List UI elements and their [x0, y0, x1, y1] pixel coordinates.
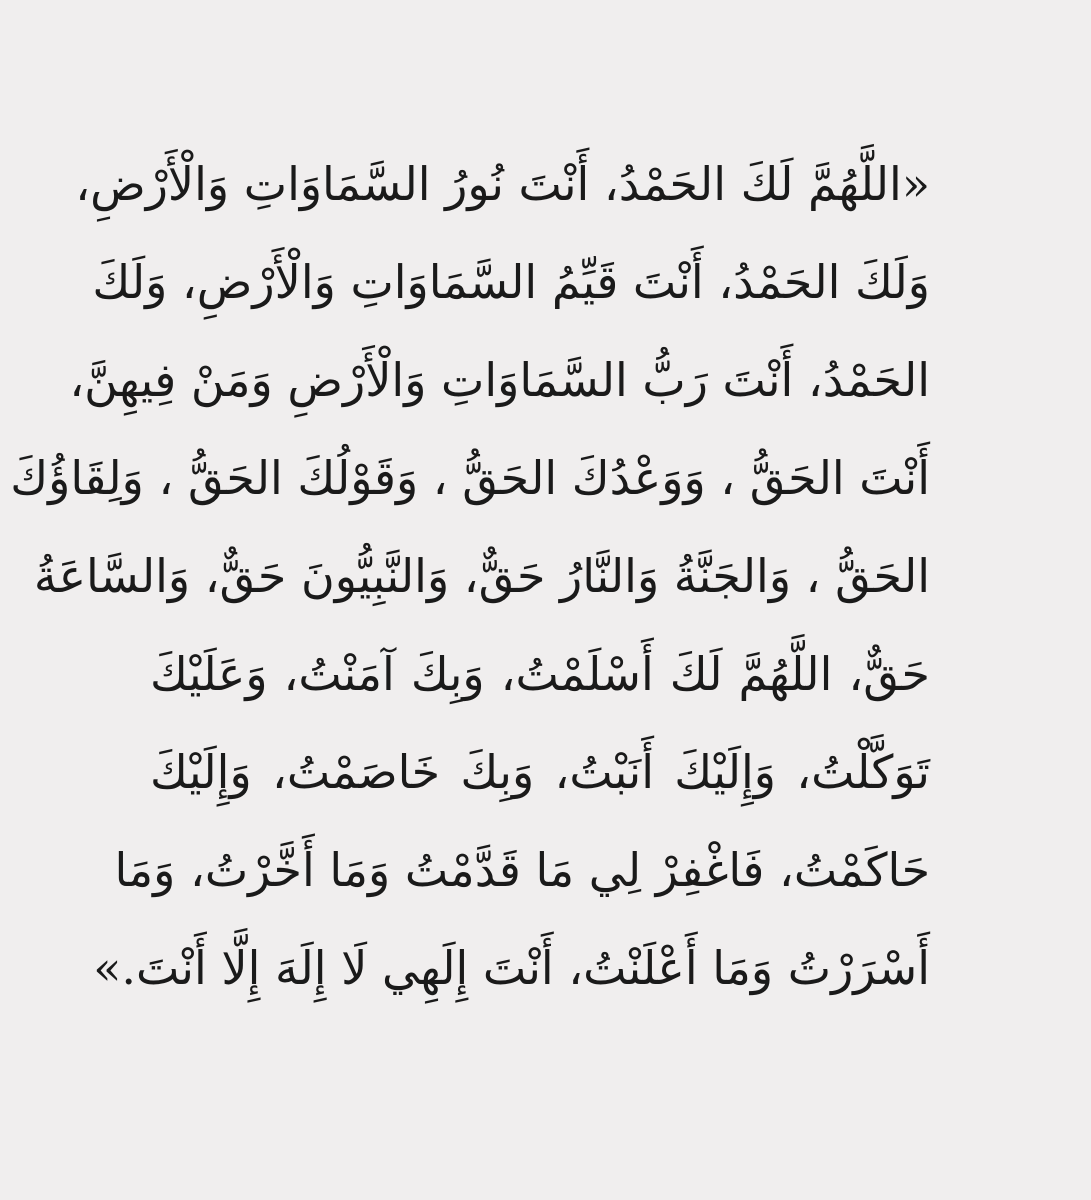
dua-text-block — [10, 135, 930, 1017]
dua-line: الحَقُّ ، وَالجَنَّةُ وَالنَّارُ حَقٌّ، وَالنَّبِيُّونَ حَقٌّ، وَالسَّاعَةُ — [33, 549, 930, 603]
dua-line: الحَمْدُ، أَنْتَ رَبُّ السَّمَاوَاتِ وَالْأَرْضِ وَمَنْ فِيهِنَّ، — [69, 353, 930, 407]
dua-line: «اللَّهُمَّ لَكَ الحَمْدُ، أَنْتَ نُورُ السَّمَاوَاتِ وَالْأَرْضِ، — [75, 157, 930, 211]
dua-line: حَاكَمْتُ، فَاغْفِرْ لِي مَا قَدَّمْتُ وَمَا أَخَّرْتُ، وَمَا — [114, 843, 930, 897]
dua-line: أَسْرَرْتُ وَمَا أَعْلَنْتُ، أَنْتَ إِلَهِي لَا إِلَهَ إِلَّا أَنْتَ.» — [93, 941, 930, 995]
dua-line: أَنْتَ الحَقُّ ، وَوَعْدُكَ الحَقُّ ، وَقَوْلُكَ الحَقُّ ، وَلِقَاؤُكَ — [10, 451, 930, 505]
dua-line: تَوَكَّلْتُ، وَإِلَيْكَ أَنَبْتُ، وَبِكَ خَاصَمْتُ، وَإِلَيْكَ — [150, 745, 930, 799]
dua-line: وَلَكَ الحَمْدُ، أَنْتَ قَيِّمُ السَّمَاوَاتِ وَالْأَرْضِ، وَلَكَ — [92, 255, 930, 309]
dua-line: حَقٌّ، اللَّهُمَّ لَكَ أَسْلَمْتُ، وَبِكَ آمَنْتُ، وَعَلَيْكَ — [150, 647, 930, 701]
